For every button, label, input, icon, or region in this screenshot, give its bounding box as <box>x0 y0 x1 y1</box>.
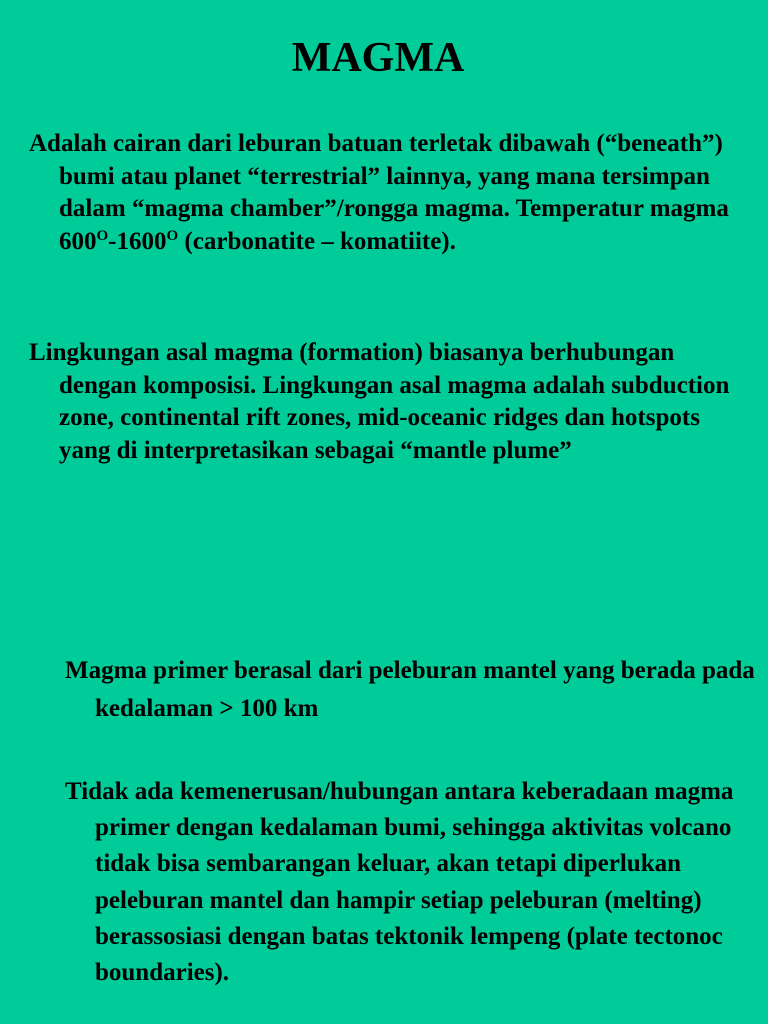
degree-superscript-high: O <box>166 227 179 244</box>
paragraph-formation: Lingkungan asal magma (formation) biasanya berhubungan dengan komposisi. Lingkungan asal magma adalah subduction zone, continental rift zones, mid-oceanic ridges dan hotspots yang di interpretasikan sebagai “mantle plume” <box>29 339 730 464</box>
page-title: MAGMA <box>291 35 465 81</box>
degree-superscript-low: O <box>96 227 109 244</box>
paragraph-primary-magma: Magma primer berasal dari peleburan mantel yang berada pada kedalaman > 100 km <box>65 657 755 722</box>
temperature-high: -1600 <box>108 227 167 255</box>
paragraph-definition-text: Adalah cairan dari leburan batuan terletak dibawah (“beneath”) bumi atau planet “terrestrial” lainnya, yang mana tersimpan dalam “magma chamber”/rongga magma. Temperatur magma 600 <box>29 130 729 255</box>
paragraph-definition <box>29 128 754 258</box>
temperature-range-note: (carbonatite – komatiite). <box>178 227 456 255</box>
paragraph-continuity: Tidak ada kemenerusan/hubungan antara keberadaan magma primer dengan kedalaman bumi, sehingga aktivitas volcano tidak bisa sembarangan keluar, akan tetapi diperlukan peleburan mantel dan hampir setiap peleburan (melting) berassosiasi dengan batas tektonik lempeng (plate tectonoc boundaries). <box>65 778 734 987</box>
